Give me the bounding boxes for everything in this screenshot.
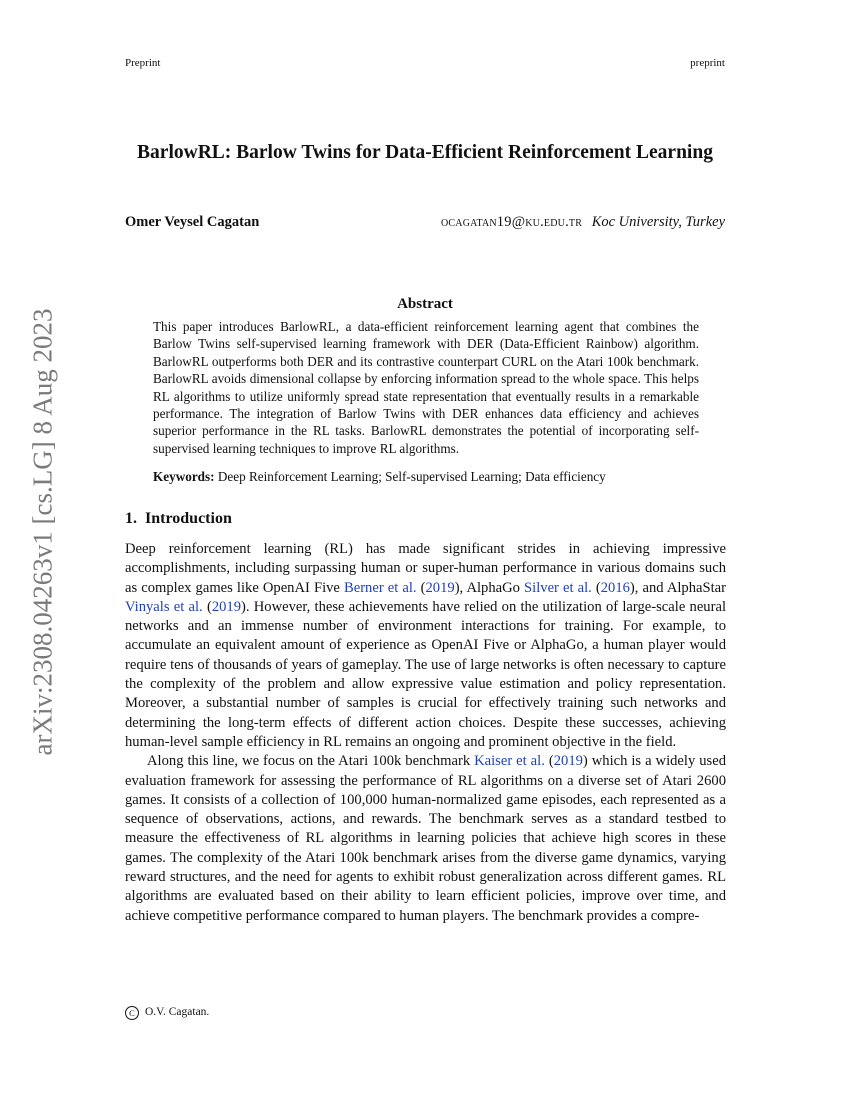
citation-link[interactable]: Kaiser et al.	[474, 753, 545, 770]
paragraph-text: Along this line, we focus on the Atari 100k benchmark	[147, 753, 475, 770]
citation-link[interactable]: Berner et al.	[343, 579, 417, 596]
section-body	[125, 540, 726, 926]
paragraph	[125, 540, 726, 752]
section-title: Introduction	[145, 510, 232, 527]
abstract-text: This paper introduces BarlowRL, a data-efficient reinforcement learning agent that combines the Barlow Twins self-supervised learning framework with DER (Data-Efficient Rainbow) algorithm. BarlowRL outperforms both DER and its contrastive counterpart CURL on the Atari 100k benchmark. BarlowRL avoids dimensional collapse by enforcing information spread to the whole space. This helps RL algorithms to utilize uniformly spread state representation that eventually results in a remarkable performance. The integration of Barlow Twins with DER enhances data efficiency and achieves superior performance in the RL tasks. BarlowRL demonstrates the potential of incorporating self-supervised learning techniques to improve RL algorithms.	[153, 319, 699, 456]
copyright-text: O.V. Cagatan.	[145, 1006, 210, 1018]
author-affiliation	[441, 214, 725, 231]
paragraph-text: (	[544, 753, 554, 770]
author-institution: Koc University, Turkey	[591, 214, 725, 230]
arxiv-identifier-stamp: arXiv:2308.04263v1 [cs.LG] 8 Aug 2023	[27, 308, 58, 756]
paragraph-text: (	[202, 598, 212, 615]
paragraph-text: (	[591, 579, 601, 596]
paragraph-text: Deep reinforcement learning (RL) has made significant strides in achieving impressive accomplishments, including surpassing human or super-human performance in various domains such as complex games like OpenAI Five	[125, 541, 726, 596]
keywords-list: Deep Reinforcement Learning; Self-supervised Learning; Data efficiency	[217, 469, 606, 484]
citation-link[interactable]: Silver et al.	[524, 579, 592, 596]
citation-year-link[interactable]: 2019	[211, 598, 242, 615]
citation-year-link[interactable]: 2019	[425, 579, 455, 596]
author-block	[125, 214, 725, 234]
keywords-label: Keywords:	[153, 469, 215, 484]
citation-year-link[interactable]: 2016	[600, 579, 630, 596]
keywords-line	[153, 468, 699, 485]
paragraph-text: ), AlphaGo	[454, 579, 525, 596]
citation-link[interactable]: Vinyals et al.	[125, 598, 203, 615]
running-header-left: Preprint	[125, 57, 161, 69]
paragraph-text: ), and AlphaStar	[629, 579, 727, 596]
citation-year-link[interactable]: 2019	[553, 753, 583, 770]
paper-title: BarlowRL: Barlow Twins for Data-Efficient Reinforcement Learning	[137, 142, 713, 163]
paragraph-text: ) which is a widely used evaluation framework for assessing the performance of RL algorithms on a diverse set of Atari 2600 games. It consists of a collection of 100,000 human-normalized game episodes, each represented as a sequence of observations, actions, and rewards. The benchmark serves as a standard testbed to measure the effectiveness of RL algorithms in learning policies that achieve high scores in these games. The complexity of the Atari 100k benchmark arises from the diverse game dynamics, varying reward structures, and the need for agents to exhibit robust generalization across different games. RL algorithms are evaluated based on their ability to learn efficient policies, improve over time, and achieve competitive performance compared to human players. The benchmark provides a compre-	[125, 753, 726, 924]
section-heading	[125, 510, 232, 528]
paragraph	[125, 752, 726, 926]
copyright-footer	[125, 1006, 209, 1020]
abstract-heading: Abstract	[397, 296, 453, 312]
section-number: 1.	[125, 510, 137, 527]
author-name: Omer Veysel Cagatan	[125, 214, 260, 230]
paragraph-text: (	[416, 579, 426, 596]
running-header-right: preprint	[690, 57, 725, 69]
copyright-icon: C	[125, 1006, 139, 1020]
author-email[interactable]: ocagatan19@ku.edu.tr	[441, 214, 583, 230]
paragraph-text: ). However, these achievements have relied on the utilization of large-scale neural networks and an immense number of environment interactions for training. For example, to accumulate an equivalent amount of experience as OpenAI Five or AlphaGo, a human player would require tens of thousands of years of gameplay. The use of large networks is often necessary to capture the complexity of the problem and allow expressive value estimation and policy representation. Moreover, a substantial number of samples is crucial for effectively training such networks and determining the long-term effects of different action choices. Despite these successes, achieving human-level sample efficiency in RL remains an ongoing and prominent objective in the field.	[125, 598, 726, 750]
